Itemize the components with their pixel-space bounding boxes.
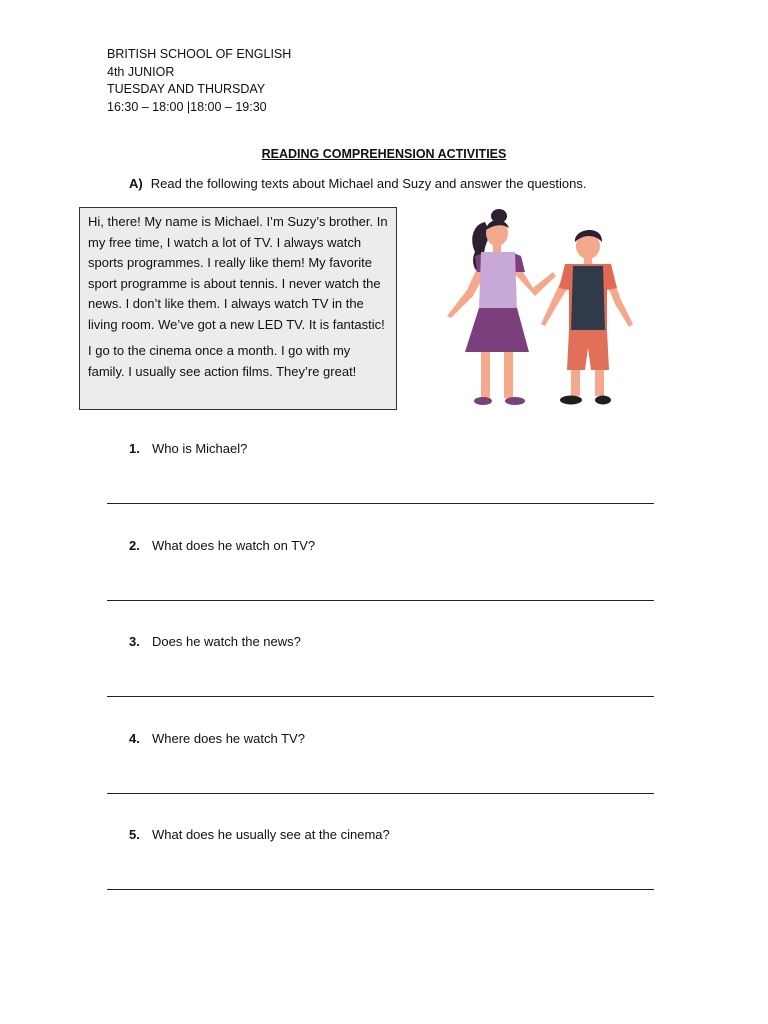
school-name: BRITISH SCHOOL OF ENGLISH bbox=[107, 47, 292, 61]
reading-paragraph: I go to the cinema once a month. I go with my family. I usually see action films. They’re great! bbox=[88, 343, 357, 379]
answer-line-5[interactable] bbox=[107, 889, 654, 890]
class-times: 16:30 – 18:00 |18:00 – 19:30 bbox=[107, 99, 267, 114]
question-text: Where does he watch TV? bbox=[152, 731, 305, 746]
reading-text-box bbox=[79, 207, 397, 410]
answer-line-4[interactable] bbox=[107, 793, 654, 794]
boy-figure bbox=[541, 230, 633, 405]
question-4 bbox=[129, 731, 305, 746]
question-1 bbox=[129, 441, 247, 456]
answer-line-3[interactable] bbox=[107, 696, 654, 697]
school-header bbox=[107, 46, 291, 116]
question-text: Does he watch the news? bbox=[152, 634, 301, 649]
instruction-text: Read the following texts about Michael and Suzy and answer the questions. bbox=[150, 176, 587, 191]
girl-and-boy-illustration-icon bbox=[425, 200, 645, 415]
question-text: What does he watch on TV? bbox=[152, 538, 316, 553]
answer-line-2[interactable] bbox=[107, 600, 654, 601]
question-number: 3. bbox=[129, 634, 140, 649]
question-2 bbox=[129, 538, 315, 553]
question-text: What does he usually see at the cinema? bbox=[152, 827, 390, 842]
question-5 bbox=[129, 827, 390, 842]
girl-figure bbox=[447, 209, 556, 405]
page-title: READING COMPREHENSION ACTIVITIES bbox=[261, 147, 507, 161]
question-number: 1. bbox=[129, 441, 140, 456]
question-number: 5. bbox=[129, 827, 140, 842]
instruction-marker: A) bbox=[129, 176, 143, 191]
question-text: Who is Michael? bbox=[152, 441, 248, 456]
illustration-svg bbox=[425, 200, 645, 415]
answer-line-1[interactable] bbox=[107, 503, 654, 504]
class-days: TUESDAY AND THURSDAY bbox=[107, 82, 266, 96]
reading-paragraph: Hi, there! My name is Michael. I’m Suzy’s brother. In my free time, I watch a lot of TV. I always watch sports programmes. I really like them! My favorite sport programme is about tennis. I never watch the news. I don’t like them. I always watch TV in the living room. We’ve got a new LED TV. It is fantastic! bbox=[88, 214, 388, 332]
question-number: 4. bbox=[129, 731, 140, 746]
question-number: 2. bbox=[129, 538, 140, 553]
question-3 bbox=[129, 634, 301, 649]
instruction bbox=[129, 176, 587, 191]
class-level: 4th JUNIOR bbox=[107, 64, 175, 79]
